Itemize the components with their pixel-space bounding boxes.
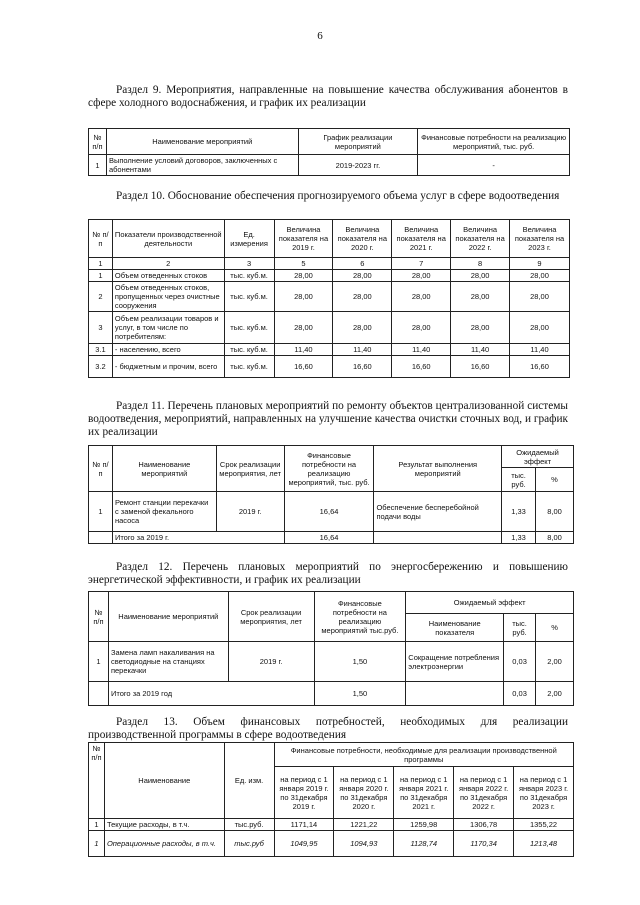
s10-cell: тыс. куб.м.: [224, 344, 274, 356]
section-12-table: [88, 591, 574, 706]
s10-cell: 28,00: [392, 312, 451, 344]
section-9-heading: Раздел 9. Мероприятия, направленные на повышение качества обслуживания абонентов в сфере холодного водоснабжения, и график их реализации: [88, 84, 568, 109]
s13-cell: тыс.руб: [224, 831, 274, 857]
s10-index: 5: [274, 258, 333, 270]
s13-header-period: на период с 1 января 2020 г. по 31декабря 2020 г.: [334, 767, 394, 819]
s11-cell: 16,64: [284, 492, 374, 532]
section-12-heading: Раздел 12. Перечень плановых мероприятий по энергосбережению и повышению энергетической эффективности, и график их реализации: [88, 561, 568, 586]
section-9-table: [88, 128, 570, 176]
s10-cell: 11,40: [451, 344, 510, 356]
section-13-heading: Раздел 13. Объем финансовых потребностей, необходимых для реализации производственной программы в сфере водоотведения: [88, 716, 568, 741]
s12-total-finance: 1,50: [314, 682, 406, 706]
s13-cell: 1213,48: [514, 831, 574, 857]
s13-header-name: Наименование: [104, 743, 224, 819]
s10-cell: 16,60: [333, 356, 392, 378]
s10-cell: тыс. куб.м.: [224, 270, 274, 282]
s13-header-unit: Ед. изм.: [224, 743, 274, 819]
s12-header-term: Срок реализации мероприятия, лет: [228, 592, 314, 642]
s10-header: Величина показателя на 2020 г.: [333, 220, 392, 258]
s10-cell: Объем реализации товаров и услуг, в том числе по потребителям:: [112, 312, 224, 344]
s11-cell: Обеспечение бесперебойной подачи воды: [374, 492, 502, 532]
s13-cell: 1: [89, 819, 105, 831]
section-11-heading: Раздел 11. Перечень плановых мероприятий по ремонту объектов централизованной системы водоотведения, мероприятий, направленных на улучшение качества очистки сточных вод, и график их реализации: [88, 400, 568, 438]
s10-index: 1: [89, 258, 113, 270]
s12-cell: 1: [89, 642, 109, 682]
s10-cell: 16,60: [510, 356, 570, 378]
s11-header-term: Срок реализации мероприятия, лет: [216, 446, 284, 492]
s12-header-unit: тыс. руб.: [504, 614, 536, 642]
s12-cell: Сокращение потребления электроэнергии: [406, 642, 504, 682]
section-10-heading: Раздел 10. Обоснование обеспечения прогнозируемого объема услуг в сфере водоотведения: [116, 190, 560, 202]
s13-cell: 1221,22: [334, 819, 394, 831]
s9-header-num: № п/п: [89, 129, 107, 155]
section-11-table: [88, 445, 574, 544]
s10-cell: 1: [89, 270, 113, 282]
s11-header-pct: %: [536, 468, 574, 492]
s10-cell: 11,40: [274, 344, 333, 356]
s12-cell: 1,50: [314, 642, 406, 682]
s12-cell: 2019 г.: [228, 642, 314, 682]
s9-cell: Выполнение условий договоров, заключенных с абонентами: [106, 155, 298, 176]
s9-cell: -: [418, 155, 570, 176]
s10-cell: 11,40: [333, 344, 392, 356]
s13-cell: 1171,14: [274, 819, 334, 831]
s13-cell: 1259,98: [394, 819, 454, 831]
s10-cell: тыс. куб.м.: [224, 356, 274, 378]
s13-header-period: на период с 1 января 2023 г. по 31декабря 2023 г.: [514, 767, 574, 819]
s13-header-num: № п/п: [89, 743, 105, 819]
s11-header-unit: тыс. руб.: [502, 468, 536, 492]
page-number: 6: [317, 30, 323, 42]
s10-header: Величина показателя на 2022 г.: [451, 220, 510, 258]
section-13-table: [88, 742, 574, 857]
s12-header-num: № п/п: [89, 592, 109, 642]
s10-cell: тыс. куб.м.: [224, 282, 274, 312]
s10-cell: 28,00: [510, 312, 570, 344]
s10-cell: 28,00: [451, 312, 510, 344]
s13-header-period: на период с 1 января 2021 г. по 31декабря 2021 г.: [394, 767, 454, 819]
s11-header-num: № п/п: [89, 446, 113, 492]
s13-cell: 1355,22: [514, 819, 574, 831]
s12-total-unit: 0,03: [504, 682, 536, 706]
s11-header-result: Результат выполнения мероприятий: [374, 446, 502, 492]
s10-index: 6: [333, 258, 392, 270]
s12-header-effect: Ожидаемый эффект: [406, 592, 574, 614]
s13-cell: Операционные расходы, в т.ч.: [104, 831, 224, 857]
s10-cell: 28,00: [510, 282, 570, 312]
s13-header-group: Финансовые потребности, необходимые для реализации производственной программы: [274, 743, 574, 767]
s11-cell: 2019 г.: [216, 492, 284, 532]
s10-index: 9: [510, 258, 570, 270]
s12-cell: 2,00: [536, 642, 574, 682]
section-10-table: [88, 219, 570, 378]
s10-cell: Объем отведенных стоков: [112, 270, 224, 282]
s9-cell: 2019-2023 гг.: [298, 155, 418, 176]
s11-cell: Ремонт станции перекачки с заменой фекального насоса: [112, 492, 216, 532]
s10-index: 7: [392, 258, 451, 270]
s10-cell: 28,00: [274, 270, 333, 282]
s11-total-unit: 1,33: [502, 532, 536, 544]
s13-cell: 1306,78: [454, 819, 514, 831]
s9-header-schedule: График реализации мероприятий: [298, 129, 418, 155]
s9-cell: 1: [89, 155, 107, 176]
s10-cell: 28,00: [274, 312, 333, 344]
s10-index: 3: [224, 258, 274, 270]
s12-cell: Замена ламп накаливания на светодиодные на станциях перекачки: [108, 642, 228, 682]
s12-total-pct: 2,00: [536, 682, 574, 706]
s12-header-indicator: Наименование показателя: [406, 614, 504, 642]
s10-cell: 28,00: [392, 270, 451, 282]
s12-header-pct: %: [536, 614, 574, 642]
s13-cell: 1094,93: [334, 831, 394, 857]
s9-header-finance: Финансовые потребности на реализацию мероприятий, тыс. руб.: [418, 129, 570, 155]
s12-header-name: Наименование мероприятий: [108, 592, 228, 642]
s10-index: 2: [112, 258, 224, 270]
s13-cell: тыс.руб.: [224, 819, 274, 831]
s10-header: Величина показателя на 2019 г.: [274, 220, 333, 258]
s10-cell: - населению, всего: [112, 344, 224, 356]
s13-cell: 1049,95: [274, 831, 334, 857]
s12-total-label: Итого за 2019 год: [108, 682, 314, 706]
s10-cell: - бюджетным и прочим, всего: [112, 356, 224, 378]
s10-cell: 3.2: [89, 356, 113, 378]
s9-header-name: Наименование мероприятий: [106, 129, 298, 155]
s10-header: Ед. измерения: [224, 220, 274, 258]
s12-cell: 0,03: [504, 642, 536, 682]
s10-cell: 3: [89, 312, 113, 344]
s10-header: Показатели производственной деятельности: [112, 220, 224, 258]
s10-cell: 28,00: [510, 270, 570, 282]
s13-header-period: на период с 1 января 2019 г. по 31декабря 2019 г.: [274, 767, 334, 819]
s13-cell: 1: [89, 831, 105, 857]
s11-total-finance: 16,64: [284, 532, 374, 544]
s10-cell: 2: [89, 282, 113, 312]
s10-header: Величина показателя на 2023 г.: [510, 220, 570, 258]
s10-header: Величина показателя на 2021 г.: [392, 220, 451, 258]
s10-cell: 28,00: [451, 270, 510, 282]
s10-cell: 28,00: [274, 282, 333, 312]
s10-cell: 3.1: [89, 344, 113, 356]
s10-header: № п/п: [89, 220, 113, 258]
s10-cell: 28,00: [333, 282, 392, 312]
s13-cell: Текущие расходы, в т.ч.: [104, 819, 224, 831]
s10-cell: Объем отведенных стоков, пропущенных через очистные сооружения: [112, 282, 224, 312]
s10-cell: 16,60: [451, 356, 510, 378]
s11-total-label: Итого за 2019 г.: [112, 532, 284, 544]
s13-header-period: на период с 1 января 2022 г. по 31декабря 2022 г.: [454, 767, 514, 819]
s10-cell: 16,60: [274, 356, 333, 378]
s11-header-name: Наименование мероприятий: [112, 446, 216, 492]
s10-cell: 11,40: [392, 344, 451, 356]
s11-header-effect: Ожидаемый эффект: [502, 446, 574, 468]
s10-cell: 28,00: [392, 282, 451, 312]
s11-header-finance: Финансовые потребности на реализацию мероприятий, тыс. руб.: [284, 446, 374, 492]
s10-cell: 28,00: [333, 270, 392, 282]
s13-cell: 1128,74: [394, 831, 454, 857]
s11-cell: 1,33: [502, 492, 536, 532]
s10-cell: 11,40: [510, 344, 570, 356]
s13-cell: 1170,34: [454, 831, 514, 857]
s10-cell: тыс. куб.м.: [224, 312, 274, 344]
s10-cell: 28,00: [451, 282, 510, 312]
s12-header-finance: Финансовые потребности на реализацию мероприятий тыс.руб.: [314, 592, 406, 642]
s11-total-pct: 8,00: [536, 532, 574, 544]
s10-cell: 28,00: [333, 312, 392, 344]
s10-index: 8: [451, 258, 510, 270]
s10-cell: 16,60: [392, 356, 451, 378]
s11-cell: 8,00: [536, 492, 574, 532]
s11-cell: 1: [89, 492, 113, 532]
